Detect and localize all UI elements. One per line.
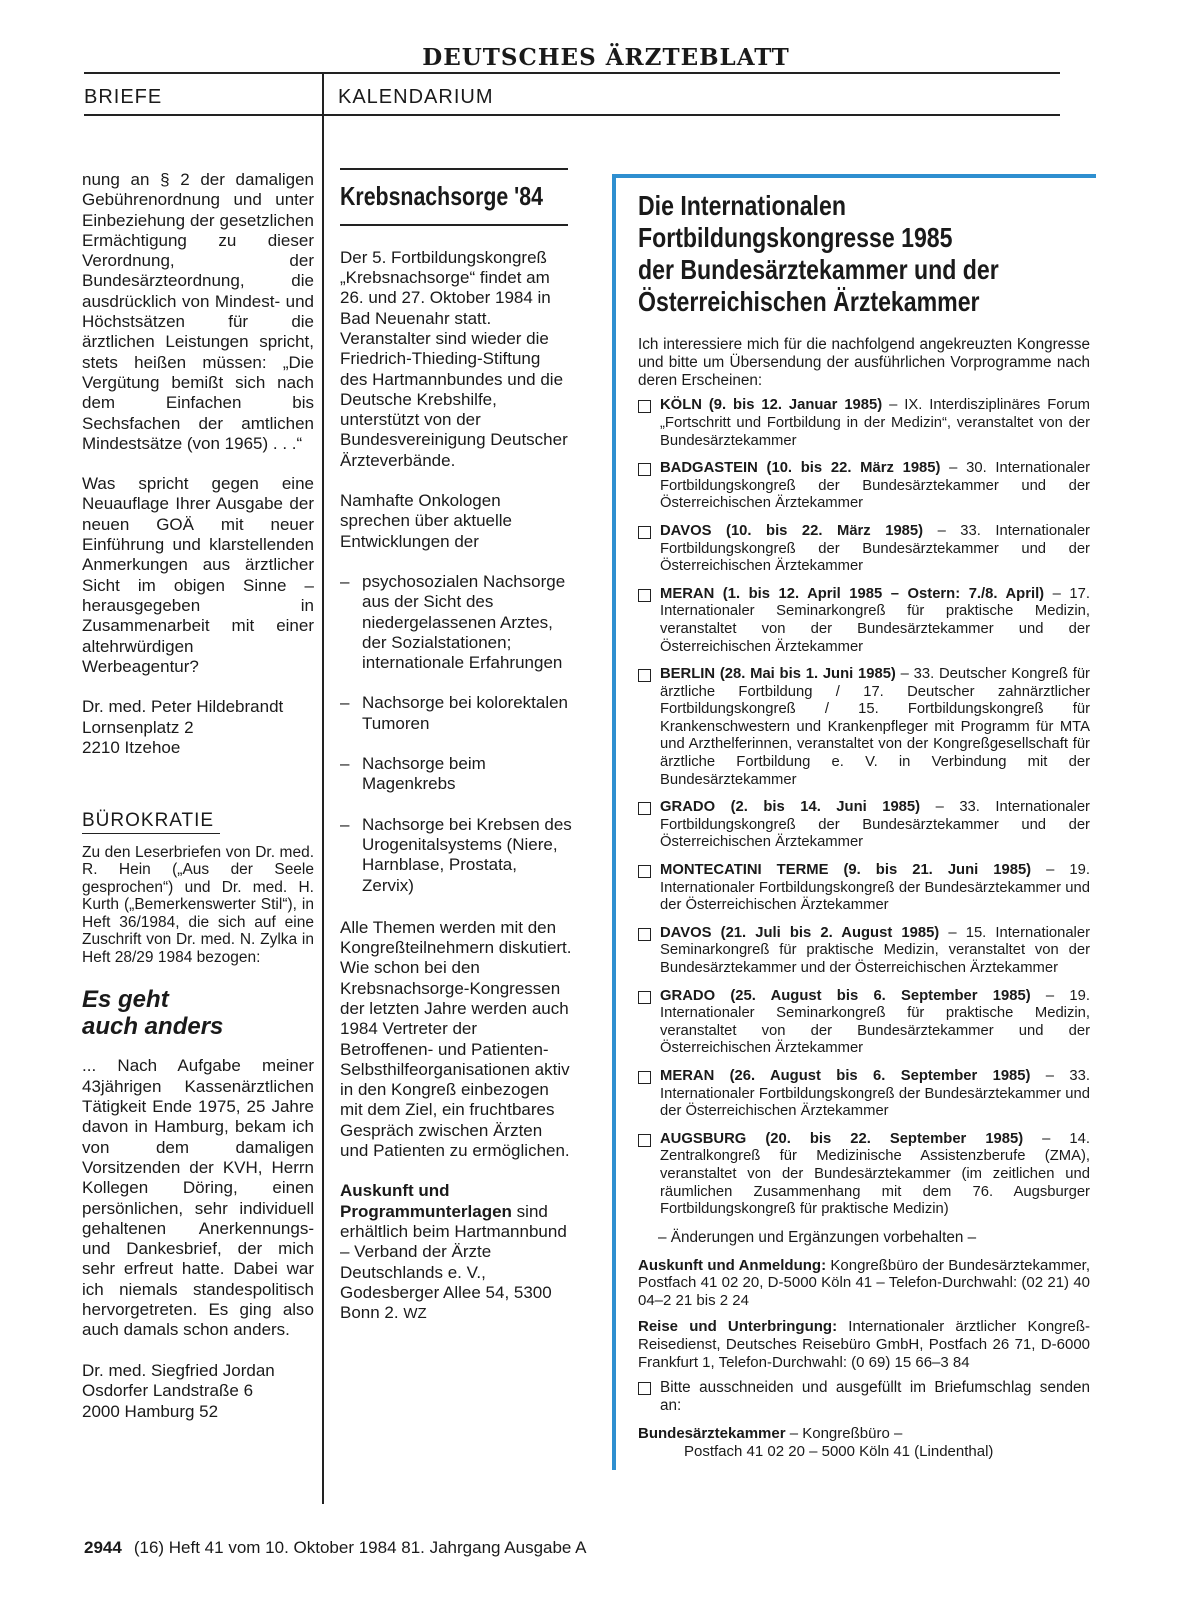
address-org: Bundesärztekammer: [638, 1424, 786, 1442]
box-title: [638, 190, 1018, 318]
signature-2: [82, 1361, 314, 1423]
issue-info: (16) Heft 41 vom 10. Oktober 1984 81. Jahrgang Ausgabe A: [133, 1538, 587, 1557]
signature-1-name: Dr. med. Peter Hildebrandt: [82, 697, 284, 717]
travel-heading: Reise und Unterbringung:: [638, 1317, 838, 1335]
page-number: 2944: [84, 1538, 122, 1557]
address-line-2: Postfach 41 02 20 – 5000 Köln 41 (Lindenthal): [684, 1442, 994, 1460]
box-intro: Ich interessiere mich für die nachfolgend angekreuzten Kongresse und bitte um Übersendung der ausführlichen Vorprogramme nach deren Erscheinen:: [638, 336, 1090, 389]
signature-2-city: 2000 Hamburg 52: [82, 1401, 219, 1421]
author-initials: WZ: [403, 1305, 427, 1323]
congress-entry: [638, 988, 1090, 1058]
signature-1-city: 2210 Itzehoe: [82, 738, 181, 758]
congress-entry-text: – 19. Internationaler Fortbildungskongreß der Bundesärztekammer und der Österreichischen Ärztekammer: [660, 862, 1090, 914]
congress-entry-text: – 14. Zentralkongreß für Medizinische Assistenzberufe (ZMA), veranstaltet von der Bundesärztekammer (im zeitlichen und räumlichen Zusammenhang mit dem 76. Augsburger Fortbildungskongreß für praktische Medizin): [660, 1130, 1091, 1218]
congress-entry-text: – 15. Internationaler Seminarkongreß für praktische Medizin, veranstaltet von der Bundesärztekammer und der Österreichischen Ärztekammer: [660, 924, 1091, 977]
signature-1: [82, 697, 314, 759]
section-label-kalendarium: KALENDARIUM: [338, 86, 494, 108]
congress-entry-heading: MERAN (1. bis 12. April 1985 – Ostern: 7./8. April): [660, 585, 1045, 602]
letter-paragraph-3: ... Nach Aufgabe meiner 43jährigen Kassenärztlichen Tätigkeit Ende 1975, 25 Jahre davon in Hamburg, bekam ich von dem damaligen Vorsitzenden der KVH, Herrn Kollegen Döring, einen persönlichen, sehr individuell gehaltenen Anerkennungs- und Dankesbrief, der mich sehr erfreut hatte. Dabei war ich niemals standespolitisch hervorgetreten. Es ging also auch damals schon anders.: [82, 1056, 314, 1340]
topic-item: – psychosozialen Nachsorge aus der Sicht des niedergelassenen Arztes, der Sozialstationen; internationale Erfahrungen: [340, 572, 572, 673]
registration-info: [638, 1257, 1090, 1310]
travel-text: Internationaler ärztlicher Kongreß-Reisedienst, Deutsches Reisebüro GmbH, Postfach 26 71, D-6000 Frankfurt 1, Telefon-Durchwahl: (0 69) 15 66–3 84: [638, 1317, 1090, 1371]
topic-item: – Nachsorge bei Krebsen des Urogenitalsystems (Niere, Harnblase, Prostata, Zervix): [340, 815, 572, 896]
congress-entry-text: – IX. Interdisziplinäres Forum „Fortschritt und Fortbildung in der Medizin“, veranstaltet von der Bundesärztekammer: [660, 397, 1090, 449]
checkbox-icon[interactable]: [638, 589, 651, 602]
article-title: Krebsnachsorge '84: [340, 181, 543, 211]
congress-entry-text: – 30. Internationaler Fortbildungskongreß der Bundesärztekammer und der Österreichischen Ärztekammer: [660, 460, 1090, 512]
congress-entry-heading: MERAN (26. August bis 6. September 1985): [660, 1067, 1031, 1084]
mid-title-rule-bottom: [340, 224, 568, 226]
article-paragraph-4: [340, 1181, 572, 1324]
congress-entry-text: – 33. Internationaler Fortbildungskongreß der Bundesärztekammer und der Österreichischen Ärztekammer: [660, 799, 1090, 851]
page-footer: [84, 1538, 587, 1558]
box-title-line: der Bundesärztekammer und der: [638, 254, 999, 285]
congress-entry: [638, 925, 1090, 978]
send-instruction: [638, 1379, 1090, 1415]
letter-paragraph-2: Was spricht gegen eine Neuauflage Ihrer Ausgabe der neuen GOÄ mit neuer Einführung und klarstellenden Anmerkungen aus ärztlicher Sicht im obigen Sinne – herausgegeben in Zusammenarbeit mit einer altehrwürdigen Werbeagentur?: [82, 474, 314, 676]
congress-entry-heading: KÖLN (9. bis 12. Januar 1985): [660, 397, 883, 414]
section-subhead: BÜROKRATIE: [82, 811, 220, 834]
info-text: sind erhältlich beim Hartmannbund – Verband der Ärzte Deutschlands e. V., Godesberger Allee 54, 5300 Bonn 2.: [340, 1201, 567, 1323]
letter-paragraph-1: nung an § 2 der damaligen Gebührenordnung und unter Einbeziehung der gesetzlichen Ermächtigung zu dieser Verordnung, der Bundesärzteordnung, die ausdrücklich von Mindest- und Höchstsätzen für die ärztlichen Leistungen spricht, stets heißen müssen: „Die Vergütung bemißt sich nach dem Einfachen bis Sechsfachen der amtlichen Mindestsätze (von 1965) . . .“: [82, 170, 314, 453]
letters-column: [82, 170, 314, 1422]
congress-entry: [638, 586, 1090, 656]
congress-entry: [638, 460, 1090, 513]
congress-entry-text: – 19. Internationaler Seminarkongreß für praktische Medizin, veranstaltet von der Bundesärztekammer und der Österreichischen Ärztekammer: [660, 987, 1090, 1057]
letter-intro: Zu den Leserbriefen von Dr. med. R. Hein („Aus der Seele gesprochen“) und Dr. med. H. Kurth („Bemerkenswerter Stil“), in Heft 36/1984, die sich auf eine Zuschrift von Dr. med. N. Zylka in Heft 28/29 1984 bezogen:: [82, 843, 314, 966]
congress-entry-text: – 33. Deutscher Kongreß für ärztliche Fortbildung / 17. Deutscher zahnärztlicher Fortbildungskongreß / 15. Fortbildungskongreß für Krankenschwestern und Krankenpfleger mit Programm für MTA und Arzthelferinnen, veranstaltet von der Kongreßgesellschaft für ärztliche Fortbildung e. V. in Verbindung mit der Bundesärztekammer: [660, 666, 1090, 788]
box-title-line: Die Internationalen: [638, 190, 846, 221]
signature-2-name: Dr. med. Siegfried Jordan: [82, 1360, 275, 1380]
letter-title: [82, 986, 314, 1040]
checkbox-icon[interactable]: [638, 928, 651, 941]
congress-entry-text: – 17. Internationaler Seminarkongreß für praktische Medizin, veranstaltet von der Bundesärztekammer und der Österreichischen Ärztekammer: [660, 585, 1090, 655]
congress-entry-heading: BADGASTEIN (10. bis 22. März 1985): [660, 460, 941, 477]
congress-list: [638, 397, 1090, 1218]
header-rule-top: [84, 72, 1060, 74]
congress-entry-heading: AUGSBURG (20. bis 22. September 1985): [660, 1130, 1024, 1147]
header-rule-bottom: [84, 114, 1060, 116]
congress-entry-heading: DAVOS (10. bis 22. März 1985): [660, 522, 924, 539]
kalendarium-article: [340, 181, 572, 1344]
masthead: DEUTSCHES ÄRZTEBLATT: [422, 44, 790, 71]
letter-title-line-1: Es geht: [82, 986, 169, 1014]
article-paragraph-1: Der 5. Fortbildungskongreß „Krebsnachsorge“ findet am 26. und 27. Oktober 1984 in Bad Neuenahr statt. Veranstalter sind wieder die Friedrich-Thieding-Stiftung des Hartmannbundes und die Deutsche Krebshilfe, unterstützt von der Bundesvereinigung Deutscher Ärzteverbände.: [340, 247, 568, 470]
topic-item: – Nachsorge bei kolorektalen Tumoren: [340, 693, 572, 734]
checkbox-icon[interactable]: [638, 526, 651, 539]
topic-item: – Nachsorge beim Magenkrebs: [340, 754, 572, 795]
info-heading: Auskunft und Programmunterlagen: [340, 1181, 512, 1221]
topic-list: [340, 572, 572, 896]
signature-1-street: Lornsenplatz 2: [82, 717, 194, 737]
congress-entry-heading: GRADO (25. August bis 6. September 1985): [660, 987, 1031, 1004]
congress-entry: [638, 523, 1090, 576]
article-paragraph-3: Alle Themen werden mit den Kongreßteilnehmern diskutiert. Wie schon bei den Krebsnachsorge-Kongressen der letzten Jahre werden auch 1984 Vertreter der Betroffenen- und Patienten-Selbsthilfeorganisationen aktiv in den Kongreß einbezogen mit dem Ziel, ein fruchtbares Gespräch zwischen Ärzten und Patienten zu ermöglichen.: [340, 917, 572, 1161]
congress-entry-heading: BERLIN (28. Mai bis 1. Juni 1985): [660, 666, 896, 683]
congress-entry-heading: DAVOS (21. Juli bis 2. August 1985): [660, 924, 940, 941]
checkbox-icon[interactable]: [638, 1071, 651, 1084]
article-paragraph-2: Namhafte Onkologen sprechen über aktuelle Entwicklungen der: [340, 491, 513, 551]
checkbox-icon[interactable]: [638, 865, 651, 878]
checkbox-icon: [638, 1382, 651, 1395]
registration-heading: Auskunft und Anmeldung:: [638, 1256, 827, 1274]
congress-entry-heading: GRADO (2. bis 14. Juni 1985): [660, 799, 921, 816]
congress-entry-text: – 33. Internationaler Fortbildungskongreß der Bundesärztekammer und der Österreichischen Ärztekammer: [660, 1067, 1090, 1120]
mid-title-rule-top: [340, 168, 568, 170]
signature-2-street: Osdorfer Landstraße 6: [82, 1381, 254, 1401]
congress-entry: [638, 397, 1090, 450]
column-divider: [322, 74, 324, 1504]
box-title-line: Fortbildungskongresse 1985: [638, 222, 953, 253]
congress-entry-text: – 33. Internationaler Fortbildungskongreß der Bundesärztekammer und der Österreichischen Ärztekammer: [660, 522, 1090, 575]
section-label-briefe: BRIEFE: [84, 86, 163, 108]
travel-info: [638, 1318, 1090, 1371]
checkbox-icon[interactable]: [638, 463, 651, 476]
congress-entry: [638, 666, 1090, 789]
checkbox-icon[interactable]: [638, 991, 651, 1004]
congress-entry: [638, 1131, 1090, 1219]
mailing-address: [638, 1425, 1090, 1461]
checkbox-icon[interactable]: [638, 669, 651, 682]
checkbox-icon[interactable]: [638, 400, 651, 413]
congress-entry: [638, 1068, 1090, 1121]
checkbox-icon[interactable]: [638, 1134, 651, 1147]
letter-title-line-2: auch anders: [82, 1013, 224, 1041]
box-title-line: Österreichischen Ärztekammer: [638, 286, 980, 317]
congress-entry: [638, 799, 1090, 852]
congress-entry-heading: MONTECATINI TERME (9. bis 21. Juni 1985): [660, 862, 1032, 879]
address-dept: – Kongreßbüro –: [785, 1424, 903, 1442]
send-instruction-text: Bitte ausschneiden und ausgefüllt im Briefumschlag senden an:: [660, 1379, 1090, 1415]
checkbox-icon[interactable]: [638, 802, 651, 815]
changes-note: – Änderungen und Ergänzungen vorbehalten –: [658, 1228, 977, 1246]
registration-text: Kongreßbüro der Bundesärztekammer, Postfach 41 02 20, D-5000 Köln 41 – Telefon-Durchwahl: (02 21) 40 04–2 21 bis 2 24: [638, 1256, 1090, 1310]
congress-order-box: [612, 174, 1096, 1470]
congress-entry: [638, 862, 1090, 915]
